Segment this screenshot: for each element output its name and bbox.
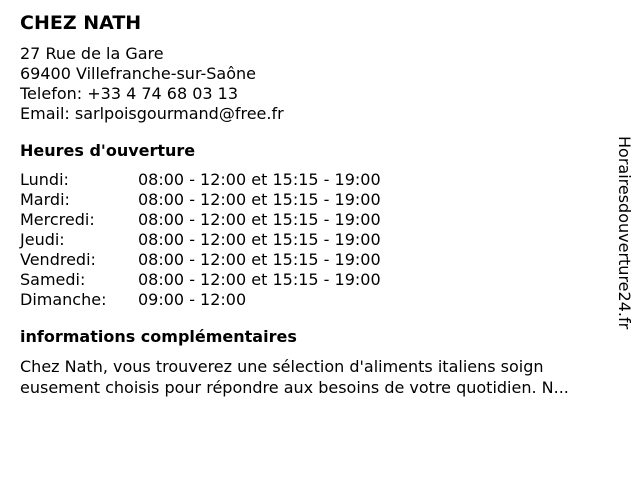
hours-row-sunday (20, 290, 610, 310)
hours-row-friday (20, 250, 610, 270)
hours-row-wednesday (20, 210, 610, 230)
watermark-text: Horairesdouverture24.fr (615, 136, 634, 330)
hours-row-tuesday (20, 190, 610, 210)
day-label: Samedi: (20, 270, 86, 289)
street-address: 27 Rue de la Gare (20, 44, 164, 63)
day-label: Jeudi: (20, 230, 65, 249)
additional-info-heading: informations complémentaires (20, 327, 297, 346)
day-label: Mercredi: (20, 210, 95, 229)
phone-line: Telefon: +33 4 74 68 03 13 (20, 84, 239, 103)
hours-row-thursday (20, 230, 610, 250)
address-block (20, 44, 610, 124)
time-range: 09:00 - 12:00 (138, 290, 247, 309)
time-range: 08:00 - 12:00 et 15:15 - 19:00 (138, 170, 381, 189)
hours-row-monday (20, 170, 610, 190)
time-range: 08:00 - 12:00 et 15:15 - 19:00 (138, 210, 381, 229)
opening-hours-heading: Heures d'ouverture (20, 141, 196, 160)
business-name: CHEZ NATH (20, 12, 142, 34)
day-label: Vendredi: (20, 250, 96, 269)
time-range: 08:00 - 12:00 et 15:15 - 19:00 (138, 270, 381, 289)
hours-row-saturday (20, 270, 610, 290)
time-range: 08:00 - 12:00 et 15:15 - 19:00 (138, 190, 381, 209)
day-label: Mardi: (20, 190, 70, 209)
business-card (20, 10, 610, 398)
time-range: 08:00 - 12:00 et 15:15 - 19:00 (138, 250, 381, 269)
additional-info-text: Chez Nath, vous trouverez une sélection d'aliments italiens soign eusement choisis pour répondre aux besoins de votre quotidien. N... (20, 357, 569, 397)
opening-hours-list (20, 170, 610, 310)
site-watermark (612, 136, 636, 346)
time-range: 08:00 - 12:00 et 15:15 - 19:00 (138, 230, 381, 249)
email-line: Email: sarlpoisgourmand@free.fr (20, 104, 284, 123)
city-address: 69400 Villefranche-sur-Saône (20, 64, 257, 83)
day-label: Dimanche: (20, 290, 107, 309)
day-label: Lundi: (20, 170, 69, 189)
